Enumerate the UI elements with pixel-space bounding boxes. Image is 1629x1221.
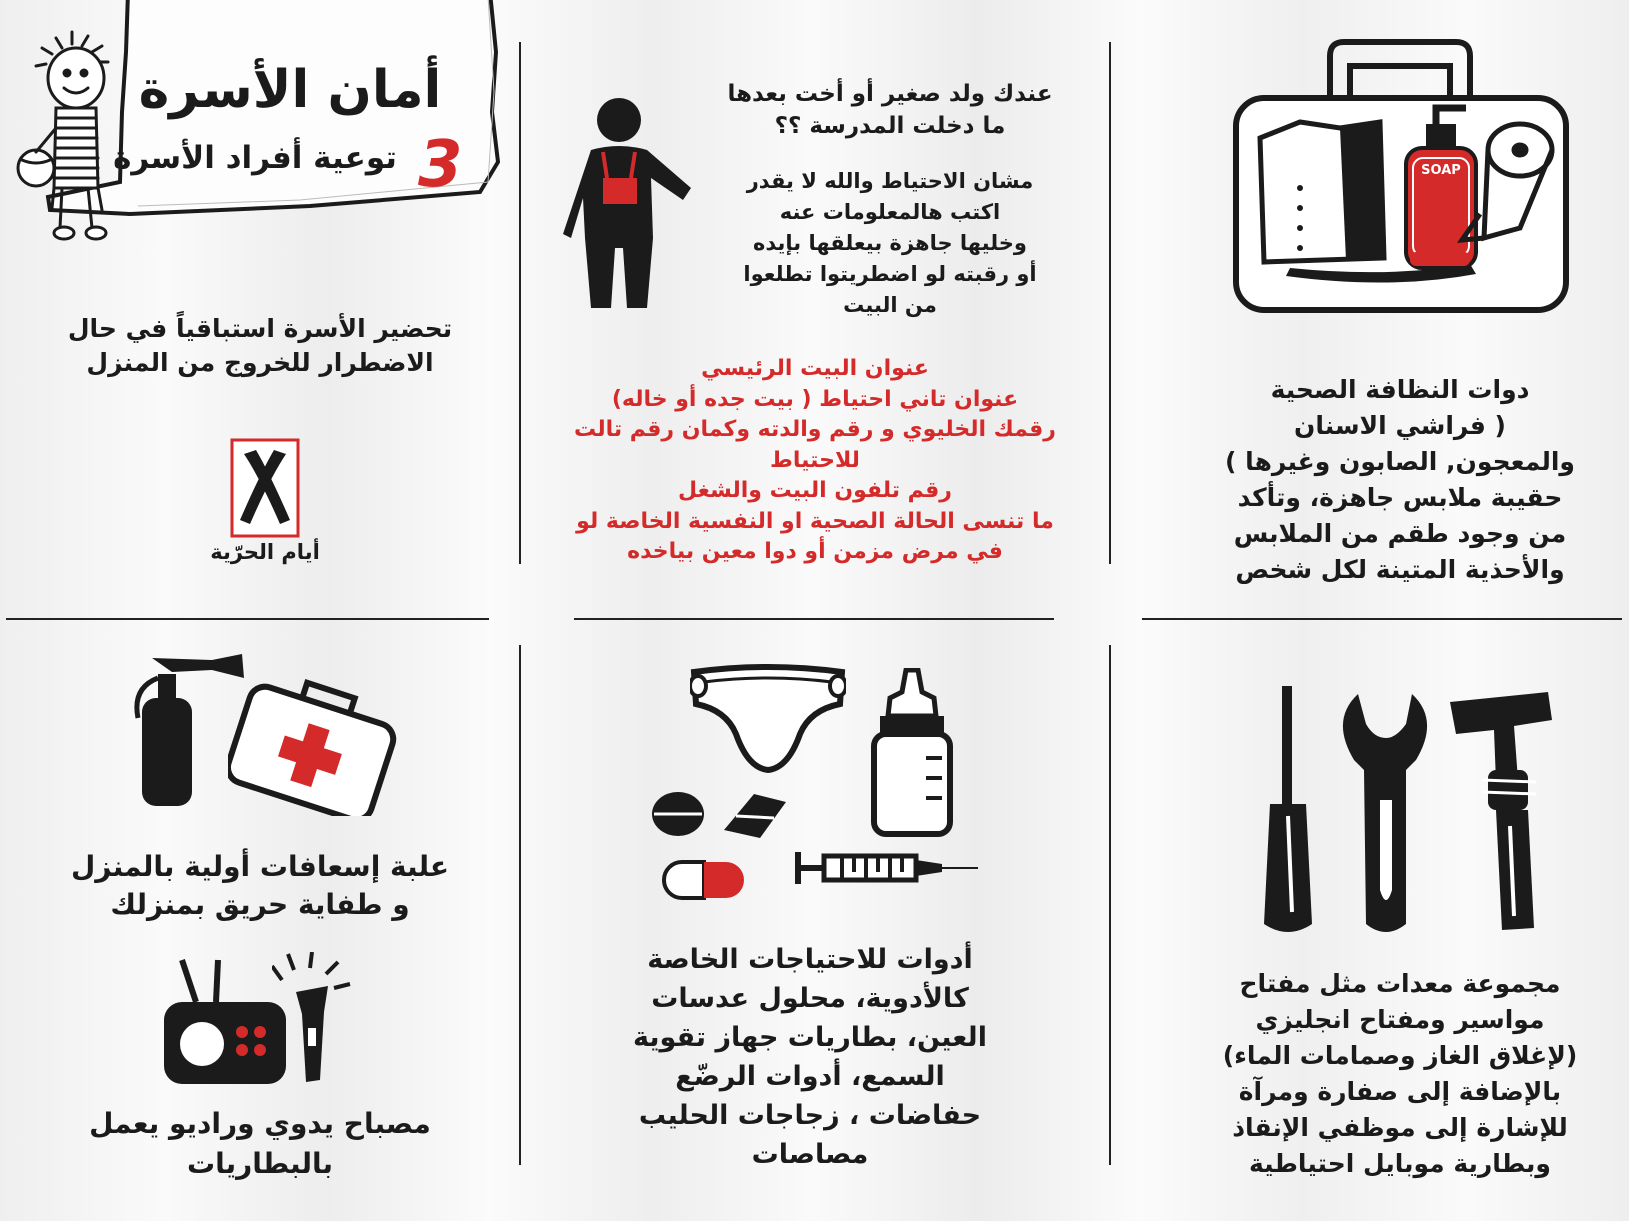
- child-line: أو رقبته لو اضطريتوا تطلعوا: [743, 262, 1037, 286]
- tools-line: (لإغلاق الغاز وصمامات الماء): [1222, 1041, 1578, 1070]
- baby-bottle-icon: [866, 668, 958, 838]
- wrench-icon: [1336, 690, 1434, 936]
- divider-vertical-1: [519, 42, 521, 564]
- divider-horizontal-2: [574, 618, 1054, 620]
- radio-icon: [160, 958, 290, 1086]
- soap-label: SOAP: [1421, 163, 1461, 178]
- child-info-item: عنوان البيت الرئيسي: [701, 356, 929, 381]
- tools-line: مجموعة معدات مثل مفتاح: [1239, 969, 1561, 998]
- divider-vertical-2: [1109, 42, 1111, 564]
- radio-line: بالبطاريات: [186, 1147, 334, 1180]
- special-needs-text: [610, 940, 1010, 1174]
- radio-text: [40, 1104, 480, 1184]
- special-needs-line: العين، بطاريات جهاز تقوية: [633, 1022, 987, 1053]
- syringe-icon: [794, 840, 980, 896]
- issue-number: 3: [418, 128, 463, 202]
- hygiene-line: حقيبة ملابس جاهزة، وتأكد: [1237, 483, 1563, 512]
- page-title: أمان الأسرة: [138, 60, 442, 120]
- child-info-item: رقم تلفون البيت والشغل: [678, 478, 952, 503]
- hygiene-line: ( فراشي الاسنان: [1294, 411, 1506, 440]
- child-line: وخليها جاهزة بيعلقها بإيده: [753, 231, 1027, 255]
- intro-line-2: الاضطرار للخروج من المنزل: [86, 348, 434, 377]
- brand-logo-icon: [230, 438, 302, 538]
- tools-line: بالإضافة إلى صفارة ومرآة: [1238, 1077, 1562, 1106]
- child-info-item: ما تنسى الحالة الصحية او النفسية الخاصة لو: [576, 508, 1054, 534]
- child-line: من البيت: [843, 293, 937, 317]
- mascot-icon: [12, 28, 132, 243]
- intro-text: [40, 312, 480, 380]
- child-info-item: في مرض مزمن أو دوا معين بياخده: [627, 539, 1003, 564]
- first-aid-line: علبة إسعافات أولية بالمنزل: [70, 850, 450, 883]
- special-needs-line: مصاصات: [751, 1139, 869, 1170]
- special-needs-line: أدوات للاحتياجات الخاصة: [647, 944, 973, 975]
- child-question-line-2: ما دخلت المدرسة ؟؟: [774, 113, 1006, 139]
- first-aid-line: و طفاية حريق بمنزلك: [110, 888, 410, 921]
- child-line: اكتب هالمعلومات عنه: [779, 200, 1001, 224]
- child-info-item: للاحتياط: [770, 447, 860, 473]
- first-aid-kit-icon: [228, 676, 400, 816]
- child-info-list: [540, 354, 1090, 568]
- hygiene-line: من وجود طقم من الملابس: [1233, 519, 1567, 548]
- child-instructions: [700, 166, 1080, 321]
- screwdriver-icon: [1262, 684, 1328, 936]
- tools-text: [1190, 966, 1610, 1182]
- hygiene-line: والأحذية المتينة لكل شخص: [1235, 555, 1565, 584]
- intro-line-1: تحضير الأسرة استباقياً في حال: [67, 314, 453, 343]
- radio-line: مصباح يدوي وراديو يعمل: [89, 1107, 431, 1140]
- divider-vertical-4: [1109, 645, 1111, 1165]
- flashlight-icon: [272, 952, 362, 1088]
- child-with-tag-icon: [563, 98, 695, 312]
- child-line: مشان الاحتياط والله لا يقدر: [746, 169, 1034, 193]
- hygiene-line: والمعجون, الصابون وغيرها ): [1225, 447, 1575, 476]
- divider-vertical-3: [519, 645, 521, 1165]
- diaper-icon: [690, 664, 846, 774]
- child-question-line-1: عندك ولد صغير أو أخت بعدها: [727, 81, 1053, 107]
- brand-name: أيام الحرّية: [210, 540, 320, 564]
- divider-horizontal-1: [6, 618, 489, 620]
- tools-line: للإشارة إلى موظفي الإنقاذ: [1232, 1113, 1568, 1142]
- hygiene-bag-icon: [1230, 38, 1570, 318]
- child-info-item: رقمك الخليوي و رقم والدته وكمان رقم تالت: [574, 417, 1056, 442]
- first-aid-text: [40, 848, 480, 924]
- tools-line: وبطارية موبايل احتياطية: [1249, 1149, 1551, 1178]
- pipe-wrench-icon: [1448, 690, 1558, 936]
- child-info-item: عنوان تاني احتياط ( بيت جده أو خاله): [611, 386, 1019, 412]
- special-needs-line: السمع، أدوات الرضّع: [675, 1061, 945, 1092]
- special-needs-line: حفاضات ، زجاجات الحليب: [638, 1100, 982, 1131]
- special-needs-line: كالأدوية، محلول عدسات: [651, 983, 969, 1014]
- divider-horizontal-3: [1142, 618, 1622, 620]
- page-subtitle: توعية أفراد الأسرة: [113, 140, 397, 176]
- child-question: [690, 78, 1090, 142]
- hygiene-text: [1210, 372, 1590, 588]
- hygiene-line: دوات النظافة الصحية: [1270, 375, 1530, 404]
- pills-icon: [650, 784, 790, 844]
- tools-line: مواسير ومفتاح انجليزي: [1255, 1005, 1545, 1034]
- capsule-icon: [660, 858, 750, 902]
